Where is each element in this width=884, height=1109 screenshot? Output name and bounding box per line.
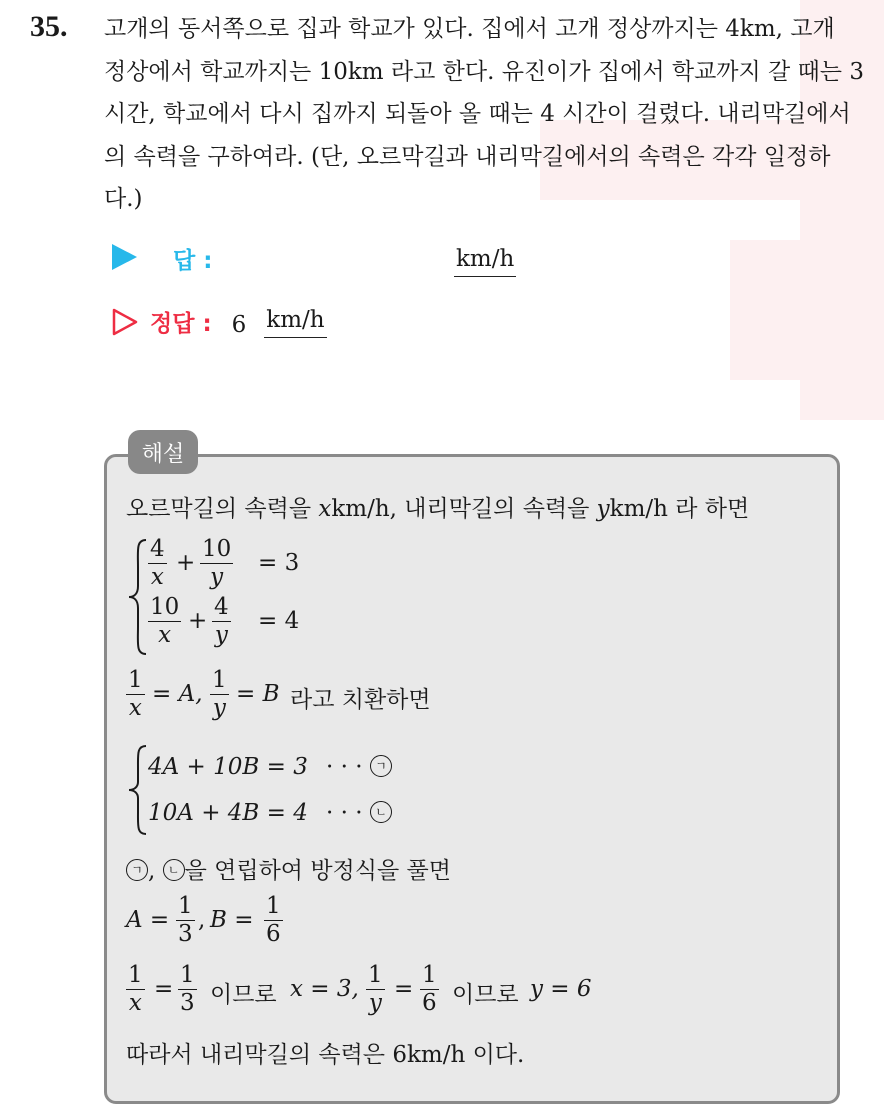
correct-unit: km/h	[264, 307, 326, 338]
text-therefore: 이므로	[452, 982, 519, 1008]
intro-text-c: km/h 라 하면	[609, 496, 750, 522]
substitution-text: 라고 치환하면	[290, 687, 431, 713]
fraction: 4 y	[214, 594, 229, 648]
equation-2: 10A + 4B = 4	[148, 800, 308, 826]
fraction: 1 6	[422, 962, 437, 1016]
fraction: 1 6	[266, 893, 281, 947]
separator: ,	[148, 858, 156, 884]
value-y: y = 6	[530, 976, 592, 1002]
question-number: 35.	[30, 10, 68, 43]
ellipsis: · · ·	[326, 800, 363, 826]
explanation-tag: 해설	[128, 430, 198, 474]
solve-text: 을 연립하여 방정식을 풀면	[184, 858, 451, 884]
result-a: A =	[126, 907, 170, 933]
substitution-eq: = B	[236, 681, 280, 707]
answer-row	[112, 242, 212, 275]
outline-arrow-icon	[112, 308, 138, 336]
background-shade	[730, 240, 884, 380]
plus-sign: +	[176, 550, 196, 576]
intro-text-b: km/h, 내리막길의 속력을	[331, 496, 597, 522]
circled-mark-nieun: ㄴ	[163, 859, 185, 881]
equals-sign: =	[154, 976, 174, 1002]
equation-1: 4A + 10B = 3	[148, 754, 308, 780]
fraction: 1 3	[178, 893, 193, 947]
solve-line	[126, 852, 451, 885]
var-y: y	[596, 496, 610, 522]
equation-rhs: = 4	[258, 608, 300, 634]
equation-rhs: = 3	[258, 550, 300, 576]
circled-mark-giyeok: ㄱ	[370, 754, 392, 780]
ellipsis: · · ·	[326, 754, 363, 780]
fraction: 1 x	[128, 962, 143, 1016]
circled-mark-nieun: ㄴ	[370, 800, 392, 826]
var-x: x	[318, 496, 332, 522]
circled-mark-giyeok: ㄱ	[126, 859, 148, 881]
correct-value: 6	[231, 312, 247, 338]
fraction: 10 x	[150, 594, 180, 648]
play-arrow-icon	[112, 244, 137, 270]
equals-sign: =	[394, 976, 414, 1002]
explanation-intro	[126, 490, 749, 523]
fraction: 1 3	[180, 962, 195, 1016]
separator: ,	[198, 907, 206, 933]
correct-answer-row	[112, 305, 327, 338]
substitution-eq: = A,	[152, 681, 203, 707]
fraction: 10 y	[202, 536, 232, 590]
plus-sign: +	[188, 608, 208, 634]
result-b: B =	[210, 907, 254, 933]
fraction: 1 y	[212, 667, 227, 721]
fraction: 1 y	[368, 962, 383, 1016]
left-brace	[126, 538, 148, 656]
conclusion: 따라서 내리막길의 속력은 6km/h 이다.	[126, 1042, 525, 1068]
answer-unit-blank: km/h	[454, 246, 516, 277]
value-x: x = 3,	[290, 976, 359, 1002]
answer-label: 답 :	[173, 248, 213, 274]
fraction: 1 x	[128, 667, 143, 721]
fraction: 4 x	[150, 536, 165, 590]
correct-label: 정답 :	[150, 311, 212, 337]
question-text: 고개의 동서쪽으로 집과 학교가 있다. 집에서 고개 정상까지는 4km, 고개 정상에서 학교까지는 10km 라고 한다. 유진이가 집에서 학교까지 갈 때는 3 시간, 학교에서 다시 집까지 되돌아 올 때는 4 시간이 걸렸다. 내리막길에서의 속력을 구하여라. (단, 오르막길과 내리막길에서의 속력은 각각 일정하다.)	[104, 16, 864, 212]
intro-text-a: 오르막길의 속력을	[126, 496, 319, 522]
text-therefore: 이므로	[210, 982, 277, 1008]
left-brace	[126, 744, 148, 836]
